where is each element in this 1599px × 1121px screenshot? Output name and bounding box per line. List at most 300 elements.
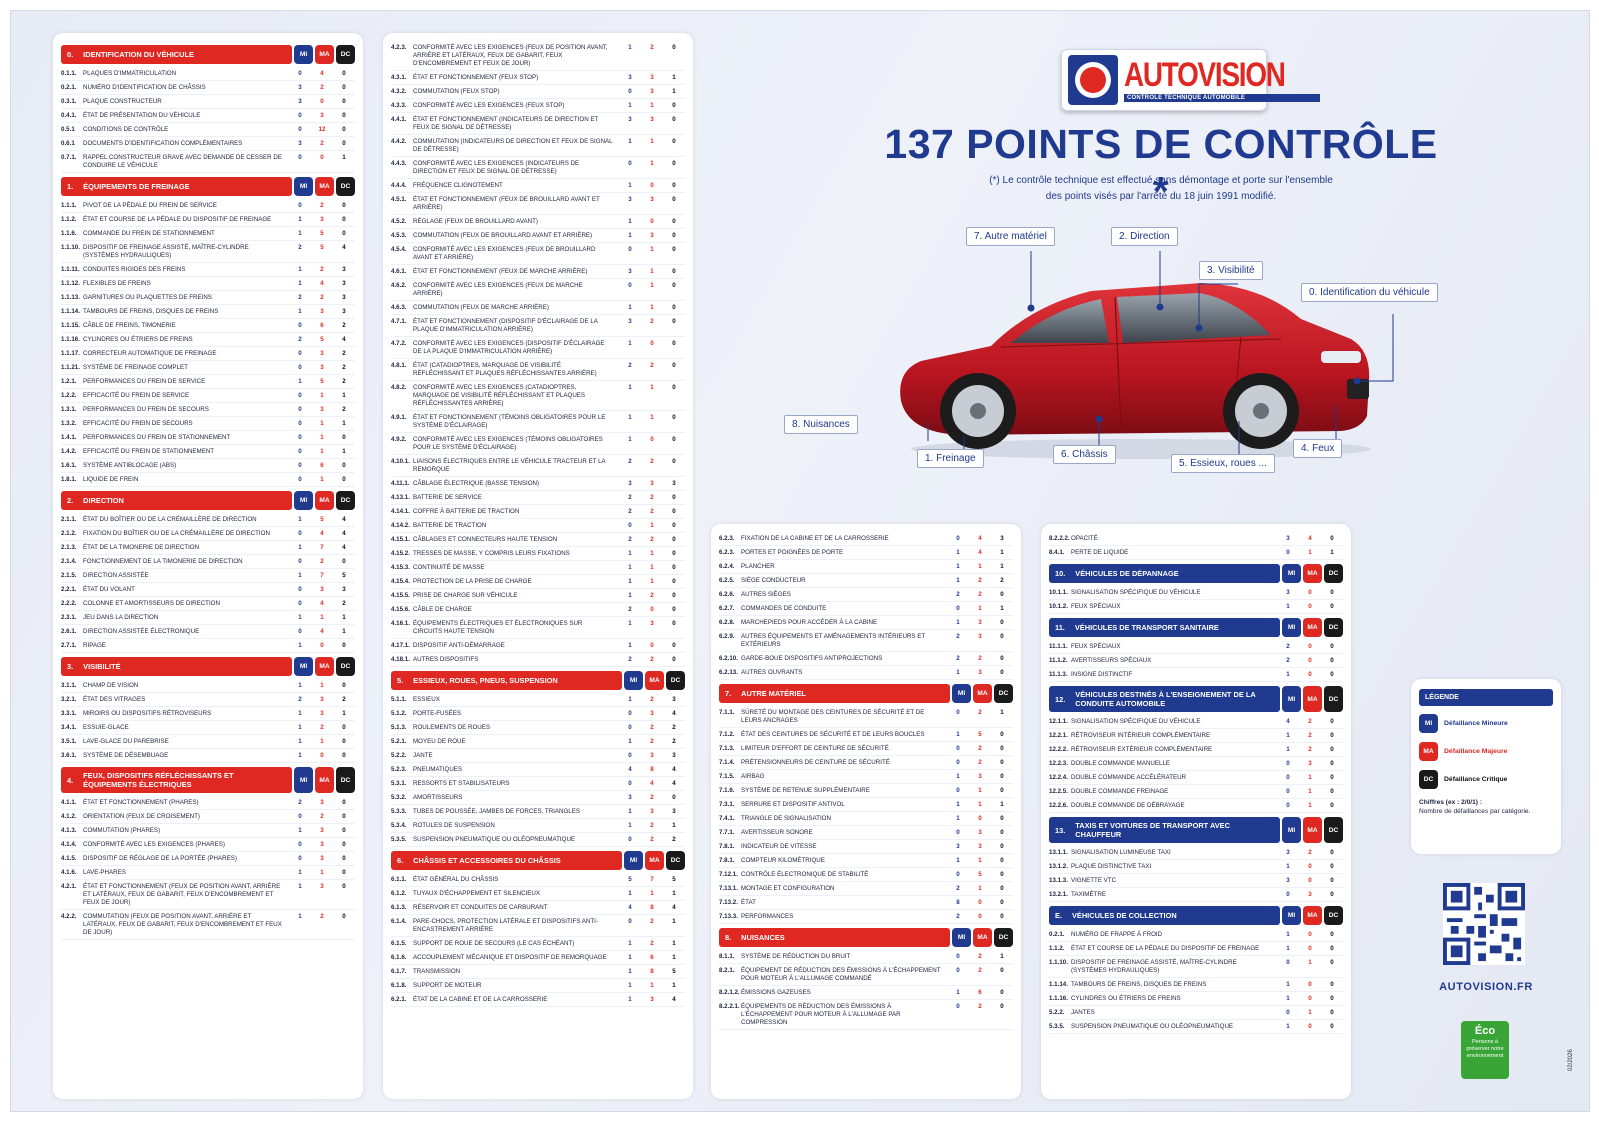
control-label: ÉTAT ET COURSE DE LA PÉDALE DU DISPOSITIF DE FREINAGE [83,216,272,223]
count-majeure: 3 [978,829,982,836]
count-critique: 1 [672,982,676,989]
control-label: ÉTAT ET FONCTIONNEMENT (INDICATEURS DE DIRECTION ET FEUX DE SIGNAL DE DÉTRESSE) [413,116,599,131]
mi-badge: MI [1282,618,1301,637]
count-critique: 0 [1000,633,1004,640]
control-row [391,505,685,519]
autovision-logo [1061,49,1285,111]
control-code: 4.4.4. [391,182,407,189]
count-mineure: 3 [628,318,632,325]
count-mineure: 1 [628,182,632,189]
control-code: 3.1.1. [61,682,77,689]
control-label: CONFORMITÉ AVEC LES EXIGENCES (FEUX DE POSITION AVANT, ARRIÈRE ET LATÉRAUX, FEUX DE GABARIT, FEUX D'ENCOMBREMENT ET FEUX DE JOUR) [413,44,608,67]
count-majeure: 3 [320,364,324,371]
count-majeure: 3 [650,232,654,239]
count-critique: 4 [672,996,676,1003]
count-mineure: 2 [628,458,632,465]
count-majeure: 5 [320,230,324,237]
control-code: 4.5.1. [391,196,407,203]
count-mineure: 1 [956,773,960,780]
count-critique: 1 [672,822,676,829]
control-row [1049,715,1343,729]
control-row [391,135,685,157]
control-code: 7.4.1. [719,815,735,822]
control-section [1049,564,1343,614]
control-row [391,707,685,721]
control-label: GARDE-BOUE DISPOSITIFS ANTIPROJECTIONS [741,655,883,662]
control-label: SIGNALISATION LUMINEUSE TAXI [1071,849,1171,856]
control-row [61,81,355,95]
count-critique: 0 [342,434,346,441]
control-row [1049,668,1343,682]
dc-badge: DC [994,684,1013,703]
control-label: NUMÉRO DE FRAPPE À FROID [1071,931,1163,938]
control-code: 5.2.1. [391,738,407,745]
count-majeure: 0 [978,899,982,906]
count-majeure: 1 [650,414,654,421]
control-label: PIVOT DE LA PÉDALE DU FREIN DE SERVICE [83,202,217,209]
control-label: ÉTAT DE LA CABINE ET DE LA CARROSSERIE [413,996,548,1003]
control-code: 2.1.3. [61,544,77,551]
control-row [391,455,685,477]
control-code: 4.2.1. [61,883,77,890]
count-mineure: 1 [1286,671,1290,678]
control-column-4 [1041,524,1351,1099]
section-header [1049,564,1343,583]
count-mineure: 1 [628,384,632,391]
control-code: 0.6.1 [61,140,75,147]
count-mineure: 0 [628,160,632,167]
count-majeure: 3 [320,586,324,593]
mi-badge: MI [1282,686,1301,712]
section-title-bar [1049,564,1280,583]
control-row [391,337,685,359]
count-majeure: 3 [320,112,324,119]
control-row [61,597,355,611]
control-code: 6.2.3. [719,549,735,556]
count-majeure: 2 [1308,718,1312,725]
dc-badge: DC [336,177,355,196]
control-label: CONFORMITÉ AVEC LES EXIGENCES (DISPOSITIF D'ÉCLAIRAGE DE LA PLAQUE D'IMMATRICULATION ARRIÈRE) [413,340,605,355]
count-majeure: 3 [650,74,654,81]
control-code: 12.2.3. [1049,760,1068,767]
count-critique: 2 [342,322,346,329]
count-mineure: 1 [628,44,632,51]
count-majeure: 4 [320,628,324,635]
count-majeure: 3 [978,619,982,626]
count-mineure: 1 [628,968,632,975]
count-critique: 0 [342,913,346,920]
count-mineure: 4 [628,904,632,911]
control-label: CONFORMITÉ AVEC LES EXIGENCES (TÉMOINS OBLIGATOIRES POUR LE SYSTÈME D'ÉCLAIRAGE) [413,436,603,451]
control-label: CONTRÔLE ÉLECTRONIQUE DE STABILITÉ [741,871,869,878]
count-mineure: 8 [956,899,960,906]
count-mineure: 0 [298,70,302,77]
ma-badge: MA [1303,906,1322,925]
control-label: MONTAGE ET CONFIGURATION [741,885,835,892]
control-row [719,560,1013,574]
section-header [1049,686,1343,712]
count-mineure: 0 [628,88,632,95]
control-row [61,910,355,940]
control-label: DIRECTION ASSISTÉE ÉLECTRONIQUE [83,628,200,635]
count-majeure: 1 [650,282,654,289]
count-majeure: 3 [320,308,324,315]
control-label: COFFRE À BATTERIE DE TRACTION [413,508,520,515]
control-code: 7.1.1. [719,709,735,716]
count-critique: 1 [1000,563,1004,570]
section-number: 11. [1055,623,1065,632]
count-mineure: 2 [956,655,960,662]
count-majeure: 2 [978,577,982,584]
control-section [391,41,685,667]
legend-item-critique [1419,770,1553,789]
ma-badge: MA [973,684,992,703]
control-label: COMMANDE DU FREIN DE STATIONNEMENT [83,230,215,237]
count-majeure: 7 [650,876,654,883]
count-critique: 0 [672,606,676,613]
count-critique: 0 [342,799,346,806]
count-majeure: 2 [650,494,654,501]
section-header [61,177,355,196]
count-critique: 0 [1330,774,1334,781]
control-code: 11.1.3. [1049,671,1068,678]
control-code: 4.2.3. [391,44,407,51]
count-majeure: 1 [650,578,654,585]
control-row [719,706,1013,728]
control-row [61,417,355,431]
count-mineure: 1 [628,808,632,815]
control-code: 6.2.5. [719,577,735,584]
count-mineure: 1 [628,138,632,145]
control-code: 13.1.2. [1049,863,1068,870]
mi-badge: MI [952,684,971,703]
count-mineure: 0 [298,434,302,441]
count-majeure: 3 [650,116,654,123]
control-label: COMMUTATION (PHARES) [83,827,161,834]
control-code: 6.2.10. [719,655,738,662]
control-label: PLAQUES D'IMMATRICULATION [83,70,177,77]
count-critique: 0 [672,458,676,465]
count-majeure: 0 [320,154,324,161]
count-mineure: 1 [1286,995,1290,1002]
control-label: ROULEMENTS DE ROUES [413,724,491,731]
count-critique: 0 [1000,773,1004,780]
count-majeure: 1 [650,982,654,989]
control-row [61,679,355,693]
count-critique: 0 [1330,945,1334,952]
control-row [61,333,355,347]
count-mineure: 1 [298,614,302,621]
section-title-bar [719,928,950,947]
count-mineure: 0 [1286,549,1290,556]
count-mineure: 1 [628,436,632,443]
control-row [1049,956,1343,978]
control-row [61,866,355,880]
control-code: 4.15.1. [391,536,410,543]
section-title-bar [61,177,292,196]
control-label: JANTE [413,752,433,759]
count-mineure: 1 [628,738,632,745]
count-mineure: 3 [628,480,632,487]
control-label: CÂBLAGE ÉLECTRIQUE (BASSE TENSION) [413,480,540,487]
control-label: ESSIEUX [413,696,440,703]
count-mineure: 0 [956,1003,960,1010]
count-critique: 0 [342,126,346,133]
subtitle-line-2: des points visés par l'arrêté du 18 juin 1991 modifié. [1045,191,1277,202]
control-row [61,137,355,151]
count-majeure: 2 [650,940,654,947]
count-mineure: 1 [298,710,302,717]
control-label: BATTERIE DE SERVICE [413,494,482,501]
legend-chiffres-title: Chiffres (ex : 2/0/1) : [1419,799,1483,806]
count-critique: 0 [1000,745,1004,752]
control-row [391,589,685,603]
count-majeure: 2 [650,318,654,325]
count-mineure: 1 [956,801,960,808]
count-critique: 0 [1000,913,1004,920]
count-majeure: 2 [978,745,982,752]
control-code: 3.3.1. [61,710,77,717]
count-mineure: 2 [956,591,960,598]
count-majeure: 1 [650,564,654,571]
count-critique: 0 [1330,603,1334,610]
dc-badge: DC [1324,906,1343,925]
count-majeure: 3 [320,827,324,834]
count-critique: 0 [1330,1023,1334,1030]
count-critique: 0 [672,494,676,501]
count-critique: 0 [672,536,676,543]
section-number: 0. [67,50,74,59]
control-label: DOUBLE COMMANDE FREINAGE [1071,788,1169,795]
control-row [1049,874,1343,888]
control-code: 1.8.1. [61,476,77,483]
count-majeure: 6 [978,989,982,996]
count-majeure: 2 [650,508,654,515]
control-row [61,199,355,213]
count-majeure: 5 [978,731,982,738]
dc-badge: DC [1324,686,1343,712]
control-label: SÛRETÉ DU MONTAGE DES CEINTURES DE SÉCURITÉ ET DE LEURS ANCRAGES [741,709,925,724]
count-critique: 0 [672,564,676,571]
section-title: VISIBILITÉ [83,662,121,671]
count-critique: 0 [342,855,346,862]
control-code: 4.8.1. [391,362,407,369]
count-critique: 0 [672,268,676,275]
control-section [391,851,685,1007]
count-mineure: 0 [298,126,302,133]
control-label: TRESSES DE MASSE, Y COMPRIS LEURS FIXATIONS [413,550,570,557]
control-label: FIXATION DE LA CABINE ET DE LA CARROSSERIE [741,535,889,542]
control-label: CONFORMITÉ AVEC LES EXIGENCES (FEUX STOP) [413,102,565,109]
control-label: ÉTAT ET COURSE DE LA PÉDALE DU DISPOSITIF DE FREINAGE [1071,945,1260,952]
count-majeure: 0 [1308,657,1312,664]
control-row [1049,640,1343,654]
callout-visibilite: 3. Visibilité [1199,261,1263,280]
count-majeure: 8 [650,904,654,911]
control-label: OPACITÉ [1071,535,1098,542]
control-label: COLONNE ET AMORTISSEURS DE DIRECTION [83,600,220,607]
control-label: INSIGNE DISTINCTIF [1071,671,1133,678]
section-title-bar [1049,686,1280,712]
count-majeure: 0 [650,642,654,649]
control-label: AVERTISSEURS SPÉCIAUX [1071,657,1152,664]
count-mineure: 0 [1286,1009,1290,1016]
count-mineure: 0 [298,462,302,469]
count-mineure: 0 [956,745,960,752]
control-code: 10.1.2. [1049,603,1068,610]
autovision-emblem-icon [1068,55,1118,105]
control-code: 13.1.1. [1049,849,1068,856]
control-code: 6.2.6. [719,591,735,598]
control-code: 6.1.7. [391,968,407,975]
control-row [61,583,355,597]
qr-code-icon[interactable] [1443,883,1525,965]
count-mineure: 0 [628,246,632,253]
count-majeure: 3 [650,196,654,203]
control-label: DISPOSITIF DE FREINAGE ASSISTÉ, MAÎTRE-CYLINDRE (SYSTÈMES HYDRAULIQUES) [83,244,249,259]
control-row [719,910,1013,924]
legend-label-majeure: Défaillance Majeure [1444,748,1508,755]
control-label: CORRECTEUR AUTOMATIQUE DE FREINAGE [83,350,217,357]
legend-label-mineure: Défaillance Mineure [1444,720,1508,727]
control-row [61,109,355,123]
control-row [61,625,355,639]
count-critique: 0 [672,116,676,123]
control-label: VIGNETTE VTC [1071,877,1117,884]
control-label: TUBES DE POUSSÉE, JAMBES DE FORCES, TRIANGLES [413,808,580,815]
control-label: ESSUIE-GLACE [83,724,129,731]
count-majeure: 2 [650,44,654,51]
count-critique: 0 [1330,732,1334,739]
ma-badge: MA [645,671,664,690]
mi-badge: MI [294,657,313,676]
control-label: SYSTÈME DE DÉSEMBUAGE [83,752,169,759]
count-mineure: 1 [1286,863,1290,870]
count-majeure: 0 [650,340,654,347]
eco-logo: Éco [1474,1025,1496,1037]
control-code: 4.15.4. [391,578,410,585]
count-majeure: 0 [978,815,982,822]
control-label: PRISE DE CHARGE SUR VÉHICULE [413,592,518,599]
control-label: AVERTISSEUR SONORE [741,829,813,836]
count-majeure: 2 [978,967,982,974]
control-code: 4.5.2. [391,218,407,225]
control-row [391,915,685,937]
control-label: CÂBLE DE CHARGE [413,606,472,613]
control-row [391,575,685,589]
legend-chiffres-desc: Nombre de défaillances par catégorie. [1419,808,1531,815]
count-mineure: 1 [628,564,632,571]
control-code: 0.5.1 [61,126,75,133]
control-code: 2.2.2. [61,600,77,607]
control-row [1049,928,1343,942]
count-critique: 0 [672,592,676,599]
section-number: E. [1055,911,1062,920]
control-row [391,381,685,411]
ma-badge: MA [973,928,992,947]
control-row [391,411,685,433]
count-critique: 1 [1000,549,1004,556]
count-majeure: 1 [320,869,324,876]
count-mineure: 0 [298,628,302,635]
control-label: CÂBLAGES ET CONNECTEURS HAUTE TENSION [413,536,558,543]
count-critique: 0 [1000,885,1004,892]
control-row [719,756,1013,770]
count-majeure: 2 [1308,732,1312,739]
control-label: CONFORMITÉ AVEC LES EXIGENCES (FEUX DE BROUILLARD AVANT ET ARRIÈRE) [413,246,596,261]
control-label: CÂBLE DE FREINS, TIMONERIE [83,322,176,329]
count-mineure: 0 [956,871,960,878]
control-code: 1.1.14. [1049,981,1068,988]
control-code: 2.2.1. [61,586,77,593]
count-critique: 0 [1330,802,1334,809]
control-label: DOUBLE COMMANDE ACCÉLÉRATEUR [1071,774,1187,781]
count-critique: 0 [672,218,676,225]
control-row [719,812,1013,826]
ma-badge: MA [1303,618,1322,637]
control-label: ÉTAT DE PRÉSENTATION DU VÉHICULE [83,112,201,119]
count-critique: 0 [672,794,676,801]
count-majeure: 3 [650,808,654,815]
control-row [391,901,685,915]
count-majeure: 3 [650,620,654,627]
section-title: NUISANCES [741,933,785,942]
control-label: SUPPORT DE ROUE DE SECOURS (LE CAS ÉCHÉANT) [413,940,575,947]
control-row [61,569,355,583]
count-critique: 0 [1000,843,1004,850]
control-code: 4.14.2. [391,522,410,529]
section-header [61,491,355,510]
control-code: 0.1.1. [61,70,77,77]
count-critique: 2 [672,738,676,745]
count-critique: 4 [342,336,346,343]
section-title-bar [1049,817,1280,843]
count-critique: 0 [672,232,676,239]
control-code: 13.2.1. [1049,891,1068,898]
control-label: PARE-CHOCS, PROTECTION LATÉRALE ET DISPOSITIFS ANTI-ENCASTREMENT ARRIÈRE [413,918,598,933]
control-label: PORTE-FUSÉES [413,710,462,717]
count-mineure: 3 [628,196,632,203]
count-majeure: 0 [320,642,324,649]
control-code: 4.4.3. [391,160,407,167]
count-majeure: 3 [978,633,982,640]
count-critique: 0 [1000,871,1004,878]
control-code: 4.1.6. [61,869,77,876]
control-row [719,630,1013,652]
website-link[interactable]: AUTOVISION.FR [1439,981,1533,993]
count-majeure: 1 [650,384,654,391]
count-mineure: 2 [1286,643,1290,650]
control-row [61,445,355,459]
count-mineure: 0 [956,709,960,716]
control-label: COMMUTATION (FEUX STOP) [413,88,500,95]
control-label: AUTRES ÉQUIPEMENTS ET AMÉNAGEMENTS INTÉRIEURS ET EXTÉRIEURS [741,633,926,648]
count-mineure: 1 [1286,931,1290,938]
control-row [719,546,1013,560]
control-code: 1.6.1. [61,462,77,469]
control-label: DIRECTION ASSISTÉE [83,572,149,579]
control-code: 4.15.5. [391,592,410,599]
control-row [391,951,685,965]
control-section [61,45,355,173]
control-code: 6.2.4. [719,563,735,570]
count-critique: 0 [1330,995,1334,1002]
count-majeure: 1 [650,102,654,109]
control-row [391,243,685,265]
control-row [1049,785,1343,799]
count-majeure: 3 [1308,760,1312,767]
count-mineure: 1 [298,752,302,759]
